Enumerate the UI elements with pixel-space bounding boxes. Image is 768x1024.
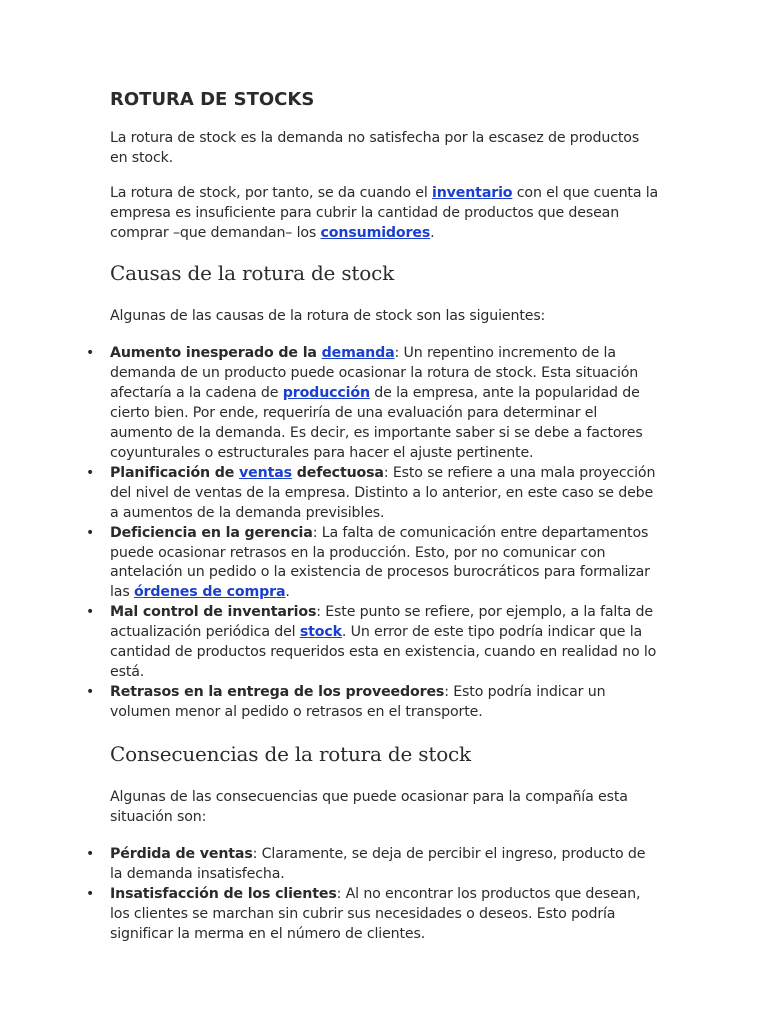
list-item (86, 845, 660, 885)
list-item (86, 464, 660, 524)
item-bold-text: Planificación de (110, 464, 240, 481)
item-text: : Esto se refiere a una mala proyección del nivel de ventas de la empresa. Distinto a lo anterior, en este caso se debe a aumentos de la demanda previsibles. (110, 464, 656, 521)
list-item (86, 885, 660, 945)
paragraph-inventario (110, 184, 660, 244)
link-ordenes-de-compra[interactable]: órdenes de compra (133, 584, 286, 601)
item-text: : Claramente, se deja de percibir el ingreso, producto de la demanda insatisfecha. (110, 846, 646, 883)
bullet-icon: • (86, 604, 95, 621)
item-bold-text: defectuosa (291, 464, 384, 481)
item-bold (110, 345, 395, 361)
item-bold-text: Aumento inesperado de la (110, 345, 322, 362)
consecuencias-intro: Algunas de las consecuencias que puede ocasionar para la compañía esta situación son: (110, 788, 628, 825)
intro-paragraph: La rotura de stock es la demanda no satisfecha por la escasez de productos en stock. (110, 130, 640, 166)
item-text: . Un error de este tipo podría indicar que la cantidad de productos requeridos esta en existencia, cuando en realidad no lo está. (110, 624, 657, 680)
paragraph-text: La rotura de stock, por tanto, se da cuando el (110, 184, 432, 201)
causas-intro: Algunas de las causas de la rotura de stock son las siguientes: (110, 307, 546, 324)
item-text: de la empresa, ante la popularidad de cierto bien. Por ende, requeriría de una evaluación para determinar el aumento de la demanda. Es decir, es importante saber si se debe a factores coyunturales o estructurales para hacer el ajuste pertinente. (110, 385, 643, 461)
item-text: : La falta de comunicación entre departamentos puede ocasionar retrasos en la producción. Esto, por no comunicar con antelación un pedido o la existencia de procesos burocráticos para formalizar las (110, 524, 650, 601)
item-text: : Un repentino incremento de la demanda de un producto puede ocasionar la rotura de stock. Esta situación afectaría a la cadena de (110, 345, 639, 402)
list-item (86, 524, 660, 604)
link-consumidores[interactable]: consumidores (320, 224, 431, 241)
item-bold: Pérdida de ventas (110, 846, 253, 863)
section-heading-causas: Causas de la rotura de stock (110, 260, 395, 285)
link-demanda[interactable]: demanda (321, 345, 395, 362)
item-bold: Deficiencia en la gerencia (110, 524, 313, 541)
list-item (86, 603, 660, 683)
list-item (86, 683, 660, 723)
link-stock[interactable]: stock (299, 624, 342, 641)
item-bold: Mal control de inventarios (110, 604, 317, 621)
link-produccion[interactable]: producción (282, 385, 370, 402)
bullet-icon: • (86, 886, 95, 903)
bullet-icon: • (86, 524, 95, 541)
consecuencias-list (86, 845, 660, 945)
link-inventario[interactable]: inventario (432, 184, 513, 201)
item-text: : Al no encontrar los productos que desean, los clientes se marchan sin cubrir sus necesidades o deseos. Esto podría significar la merma en el número de clientes. (110, 886, 641, 943)
bullet-icon: • (86, 683, 95, 700)
item-text: : Esto podría indicar un volumen menor al pedido o retrasos en el transporte. (110, 683, 606, 720)
item-text: : Este punto se refiere, por ejemplo, a la falta de actualización periódica del (110, 604, 653, 641)
document-page (86, 88, 660, 963)
item-bold (110, 465, 384, 481)
item-bold: Retrasos en la entrega de los proveedores (110, 683, 445, 700)
list-item (86, 344, 660, 463)
bullet-icon: • (86, 464, 95, 481)
section-heading-consecuencias: Consecuencias de la rotura de stock (110, 741, 471, 766)
causas-list (86, 344, 660, 722)
item-bold: Insatisfacción de los clientes (110, 886, 337, 903)
bullet-icon: • (86, 345, 95, 362)
paragraph-text: con el que cuenta la empresa es insuficiente para cubrir la cantidad de productos que desean comprar –que demandan– los (110, 184, 659, 241)
link-ventas[interactable]: ventas (239, 464, 292, 481)
item-text: . (285, 584, 290, 601)
page-title: ROTURA DE STOCKS (110, 89, 315, 110)
paragraph-text: . (430, 224, 435, 241)
bullet-icon: • (86, 846, 95, 863)
